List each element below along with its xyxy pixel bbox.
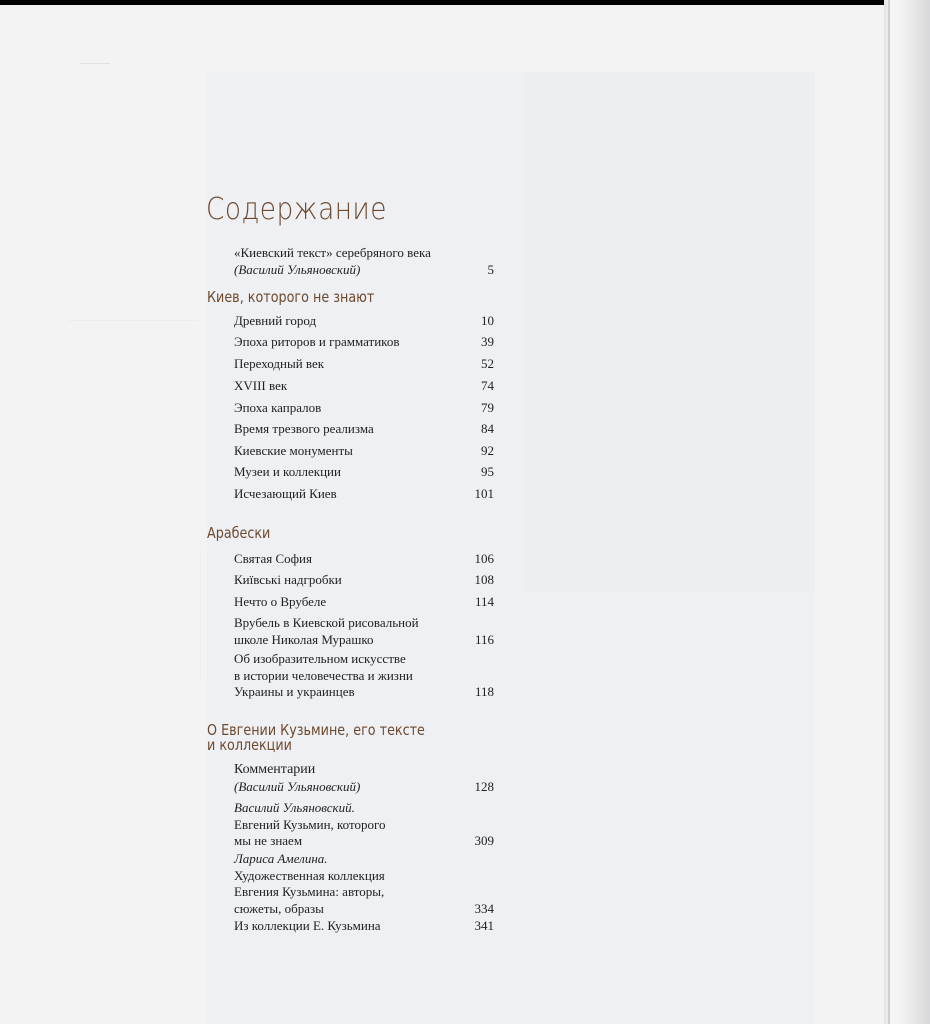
toc-page-number: 114: [474, 594, 494, 609]
section-heading: [207, 723, 425, 753]
toc-entry-author: (Василий Ульяновский): [234, 261, 361, 277]
toc-page-number: 79: [481, 400, 494, 415]
toc-entry-title: Эпоха риторов и грамматиков: [234, 334, 400, 349]
toc-entry-title-line: Об изобразительном искусстве: [234, 651, 406, 666]
toc-entry-title-line: Евгений Кузьмин, которого: [234, 816, 386, 832]
toc-entry: [234, 443, 494, 460]
toc-entry: [234, 551, 494, 568]
toc-entry-title: Переходный век: [234, 356, 325, 371]
toc-page-number: 108: [474, 572, 494, 587]
toc-entry: [234, 651, 494, 701]
toc-entry: [234, 762, 494, 795]
toc-entry-title-line: в истории человечества и жизни: [234, 667, 413, 683]
toc-entry-title: Исчезающий Киев: [234, 486, 337, 501]
toc-entry-title: Древний город: [234, 313, 317, 328]
toc-page-number: 84: [481, 421, 494, 436]
section-heading-line: и коллекции: [207, 736, 292, 754]
toc-entry: [234, 594, 494, 611]
toc-entry-title: Нечто о Врубеле: [234, 594, 327, 609]
toc-page-number: 101: [474, 486, 494, 501]
ghost-block: [60, 550, 201, 680]
section-heading: Киев, которого не знают: [207, 288, 375, 306]
toc-entry: [234, 400, 494, 417]
toc-page-number: 118: [474, 684, 494, 699]
toc-entry-author: Лариса Амелина.: [234, 851, 328, 866]
book-binding: [884, 0, 930, 1024]
toc-entry: [234, 356, 494, 373]
toc-entry-author: (Василий Ульяновский): [234, 778, 361, 794]
toc-page-number: 334: [474, 900, 494, 916]
toc-entry: [234, 800, 494, 850]
toc-entry-title-line: мы не знаем: [234, 833, 303, 848]
toc-page-number: 52: [481, 356, 494, 371]
toc-page-number: 92: [481, 443, 494, 458]
scan-top-edge: [0, 0, 930, 5]
toc-entry-title-line: Евгения Кузьмина: авторы,: [234, 884, 385, 899]
toc-entry-title-line: Врубель в Киевской рисовальной: [234, 615, 419, 630]
toc-entry: [234, 464, 494, 481]
toc-entry: [234, 851, 494, 917]
toc-entry-title: Киевские монументы: [234, 443, 353, 458]
toc-entry-title-line: школе Николая Мурашко: [234, 631, 374, 647]
toc-entry-title: Из коллекции Е. Кузьмина: [234, 918, 381, 933]
toc-entry-title: Время трезвого реализма: [234, 421, 374, 436]
toc-entry: [234, 334, 494, 351]
toc-page-number: 341: [474, 918, 494, 933]
toc-page-number: 5: [487, 261, 494, 277]
toc-entry-title: «Киевский текст» серебряного века: [234, 245, 431, 260]
binding-edge-line: [888, 0, 890, 1024]
toc-entry: [234, 313, 494, 330]
toc-entry-title: Эпоха капралов: [234, 400, 322, 415]
toc-entry-title-line: Украины и украинцев: [234, 684, 355, 699]
toc-entry-title-line: Художественная коллекция: [234, 867, 385, 883]
toc-page-number: 39: [481, 334, 494, 349]
toc-page-number: 309: [474, 833, 494, 848]
toc-entry: [234, 486, 494, 503]
ghost-text: [60, 58, 200, 118]
toc-entry-title: Музеи и коллекции: [234, 464, 341, 479]
ghost-block: [68, 320, 198, 351]
toc-entry-title: Комментарии: [234, 762, 316, 777]
toc-page-number: 95: [481, 464, 494, 479]
bleed-through-image-right: [525, 72, 815, 592]
section-heading-line: О Евгении Кузьмине, его тексте: [207, 721, 425, 739]
toc-entry: [234, 572, 494, 589]
toc-page-number: 106: [474, 551, 494, 566]
toc-entry-title: Київські надгробки: [234, 572, 342, 587]
toc-page-number: 128: [474, 778, 494, 794]
toc-page-number: 74: [481, 378, 494, 393]
toc-page-number: 116: [474, 631, 494, 647]
page-title: Содержание: [206, 192, 387, 227]
toc-entry-title: XVIII век: [234, 378, 288, 393]
toc-entry-title: Святая София: [234, 551, 312, 566]
toc-entry-intro: [234, 245, 494, 278]
toc-page-number: 10: [481, 313, 494, 328]
toc-entry: [234, 918, 494, 935]
toc-entry: [234, 378, 494, 395]
toc-entry: [234, 615, 494, 648]
toc-entry: [234, 421, 494, 438]
toc-entry-author: Василий Ульяновский.: [234, 800, 355, 815]
toc-entry-title-line: сюжеты, образы: [234, 900, 324, 916]
section-heading: Арабески: [207, 524, 271, 542]
